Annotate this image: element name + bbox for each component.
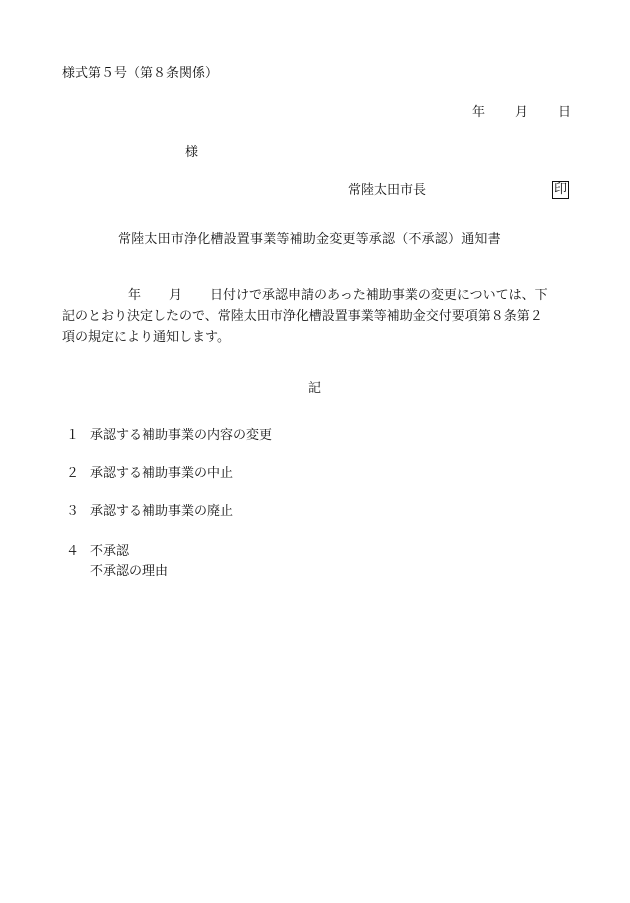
form-number: 様式第５号（第８条関係） bbox=[62, 66, 219, 81]
body-line-3: 項の規定により通知します。 bbox=[62, 330, 230, 345]
body-month-label: 月 bbox=[169, 288, 183, 303]
date-year-label: 年 bbox=[472, 105, 486, 120]
addressee-suffix: 様 bbox=[185, 145, 199, 160]
list-item-number: １ bbox=[66, 428, 80, 443]
list-item bbox=[66, 467, 233, 480]
list-item-number: ３ bbox=[66, 504, 80, 519]
list-item-text: 承認する補助事業の内容の変更 bbox=[90, 428, 273, 443]
list-item-number: ２ bbox=[66, 466, 80, 481]
list-item-text: 不承認 bbox=[90, 544, 130, 559]
document-title: 常陸太田市浄化槽設置事業等補助金変更等承認（不承認）通知書 bbox=[118, 232, 501, 247]
date-month-label: 月 bbox=[515, 105, 529, 120]
list-item-text: 承認する補助事業の廃止 bbox=[90, 504, 234, 519]
list-item bbox=[66, 505, 233, 518]
list-item bbox=[66, 429, 272, 442]
ki-heading: 記 bbox=[308, 381, 322, 396]
date-day-label: 日 bbox=[558, 105, 572, 120]
list-item bbox=[66, 545, 129, 558]
date-line bbox=[472, 106, 571, 119]
list-item-text: 承認する補助事業の中止 bbox=[90, 466, 234, 481]
issuer-name: 常陸太田市長 bbox=[348, 183, 427, 198]
rejection-reason-label: 不承認の理由 bbox=[90, 564, 169, 579]
list-item-number: ４ bbox=[66, 544, 80, 559]
seal-mark: 印 bbox=[554, 182, 568, 197]
body-line-1 bbox=[62, 285, 572, 306]
body-line-1-rest: 日付けで承認申請のあった補助事業の変更については、下 bbox=[210, 288, 548, 303]
body-paragraph bbox=[62, 285, 572, 348]
body-year-label: 年 bbox=[128, 288, 142, 303]
body-line-2: 記のとおり決定したので、常陸太田市浄化槽設置事業等補助金交付要項第８条第２ bbox=[62, 309, 543, 324]
